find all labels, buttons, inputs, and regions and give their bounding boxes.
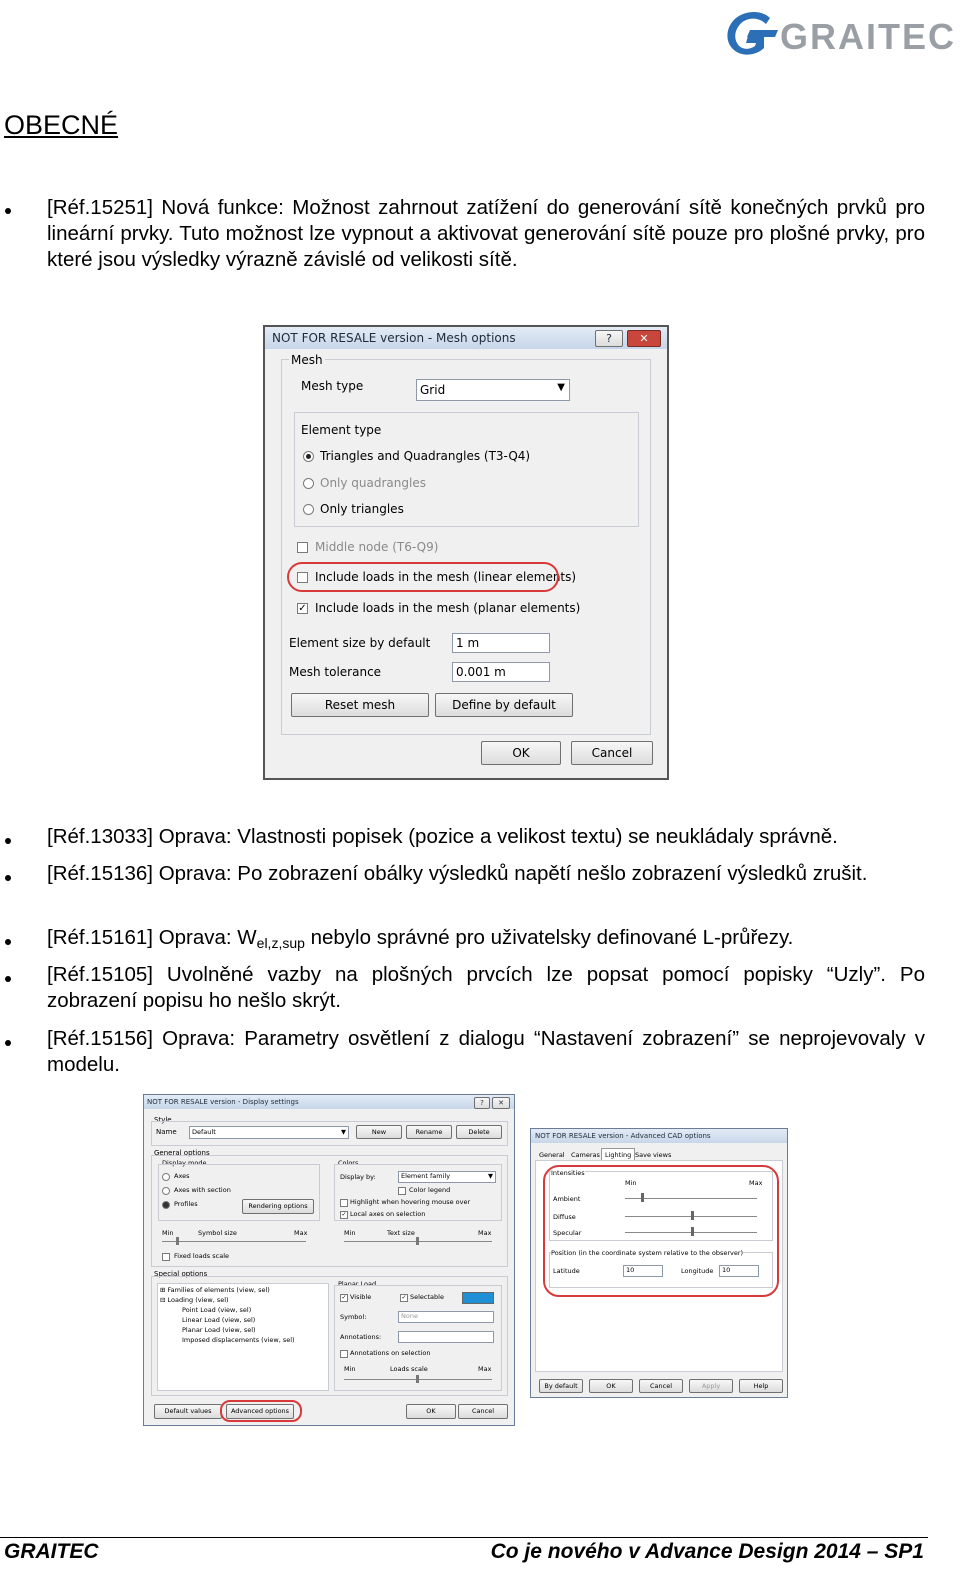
symbol-value: None (401, 1312, 418, 1320)
close-button[interactable]: ✕ (492, 1097, 510, 1109)
chevron-down-icon: ▼ (557, 382, 565, 393)
radio-profiles-label: Profiles (174, 1200, 198, 1208)
mesh-type-value: Grid (420, 383, 446, 397)
element-size-input[interactable] (452, 633, 550, 653)
radio-tri-label: Only triangles (320, 502, 404, 516)
diffuse-label: Diffuse (553, 1213, 576, 1221)
bullet (5, 939, 11, 945)
close-button[interactable]: ✕ (627, 330, 661, 347)
tree-item-label: Families of elements (view, sel) (167, 1286, 270, 1294)
tab-label: Lighting (605, 1151, 632, 1159)
local-axes-checkbox[interactable]: ✓ (341, 1211, 347, 1218)
middle-node-label: Middle node (T6-Q9) (315, 540, 439, 554)
help-button[interactable]: ? (595, 330, 623, 347)
style-name-value: Default (192, 1128, 216, 1136)
tolerance-value: 0.001 m (456, 665, 506, 679)
mesh-type-label: Mesh type (301, 379, 364, 393)
list-item (47, 925, 925, 951)
radio-tri-quad[interactable] (303, 451, 314, 462)
list-item: [Réf.15156] Oprava: Parametry osvětlení z dialogu “Nastavení zobrazení” se neprojevovaly v modelu. (47, 1027, 925, 1076)
footer-left: GRAITEC (4, 1540, 99, 1563)
include-planar-checkbox[interactable]: ✓ (298, 603, 307, 614)
tab-label: Cameras (571, 1151, 600, 1159)
list-item-text: [Réf.15161] Oprava: W (47, 926, 257, 949)
tab-label: General (539, 1151, 565, 1159)
mesh-type-select[interactable] (416, 379, 570, 401)
tab-label: Save views (635, 1151, 672, 1159)
highlight-checkbox[interactable] (340, 1199, 348, 1207)
bullet (5, 1040, 11, 1046)
radio-axes[interactable] (162, 1173, 170, 1181)
logo-text: GRAITEC (780, 16, 956, 57)
dialog-title: NOT FOR RESALE version - Advanced CAD options (535, 1132, 711, 1140)
element-type-label: Element type (301, 423, 382, 437)
color-legend-checkbox[interactable] (398, 1187, 406, 1195)
tab-general[interactable] (539, 1151, 565, 1159)
delete-button[interactable]: Delete (456, 1125, 502, 1139)
element-size-value: 1 m (456, 636, 480, 650)
radio-quad-label: Only quadrangles (320, 476, 426, 490)
ann-on-sel-label: Annotations on selection (350, 1349, 431, 1357)
symbol-size-label: Symbol size (198, 1229, 237, 1237)
radio-tri[interactable] (303, 504, 314, 515)
name-label: Name (156, 1128, 177, 1136)
list-item: [Réf.13033] Oprava: Vlastnosti popisek (pozice a velikost textu) se neukládaly správně. (47, 825, 838, 848)
color-legend-label: Color legend (409, 1186, 451, 1194)
tolerance-label: Mesh tolerance (289, 665, 382, 679)
radio-axes-section[interactable] (162, 1187, 170, 1195)
tree-view[interactable] (157, 1283, 329, 1391)
graitec-logo-icon (720, 8, 780, 60)
local-axes-label: Local axes on selection (350, 1210, 426, 1218)
footer-right: Co je nového v Advance Design 2014 – SP1 (490, 1540, 924, 1563)
bullet (5, 208, 11, 214)
intensities-label: Intensities (551, 1169, 585, 1177)
advanced-cad-dialog (530, 1128, 788, 1398)
style-label: Style (154, 1116, 172, 1124)
display-by-value: Element family (401, 1172, 451, 1180)
min-label: Min (625, 1179, 637, 1187)
radio-axes-label: Axes (174, 1172, 190, 1180)
radio-axes-section-label: Axes with section (174, 1186, 231, 1194)
list-item: [Réf.15105] Uvolněné vazby na plošných prvcích lze popsat pomocí popisky “Uzly”. Po zobrazení popisu ho nešlo skrýt. (47, 963, 925, 1012)
graitec-logo (716, 2, 958, 64)
page-heading: OBECNÉ (4, 110, 119, 140)
selectable-checkbox[interactable]: ✓ (401, 1294, 407, 1301)
annotations-label: Annotations: (340, 1333, 382, 1341)
advanced-options-button[interactable]: Advanced options (226, 1404, 294, 1419)
ok-button[interactable]: OK (406, 1404, 456, 1419)
dialog-titlebar (531, 1129, 787, 1143)
tree-item[interactable]: Point Load (view, sel) (182, 1306, 252, 1314)
max-label: Max (749, 1179, 763, 1187)
help-button[interactable]: ? (474, 1097, 490, 1109)
cancel-button[interactable]: Cancel (458, 1404, 508, 1419)
radio-quad[interactable] (303, 478, 314, 489)
define-default-button[interactable]: Define by default (435, 693, 573, 717)
display-mode-label: Display mode (162, 1159, 207, 1167)
colors-label: Colors (338, 1159, 359, 1167)
ok-button[interactable]: OK (481, 741, 561, 765)
display-by-label: Display by: (340, 1173, 376, 1181)
bullet (5, 976, 11, 982)
new-button[interactable]: New (356, 1125, 402, 1139)
min-label: Min (344, 1365, 356, 1373)
dialog-titlebar (144, 1095, 514, 1109)
fixed-loads-checkbox[interactable] (162, 1253, 170, 1261)
default-values-button[interactable]: Default values (154, 1404, 222, 1419)
latitude-label: Latitude (553, 1267, 580, 1275)
annotations-select[interactable] (398, 1331, 494, 1343)
help-button[interactable]: Help (739, 1379, 783, 1393)
slider-thumb[interactable] (416, 1237, 419, 1245)
ok-button[interactable]: OK (589, 1379, 633, 1393)
tree-item[interactable]: ⊟ Loading (view, sel) (160, 1296, 229, 1304)
highlight-oval (543, 1165, 779, 1297)
loads-scale-label: Loads scale (390, 1365, 428, 1373)
apply-button[interactable]: Apply (689, 1379, 733, 1393)
dialog-title: NOT FOR RESALE version - Display settings (147, 1098, 299, 1106)
highlight-oval (220, 1400, 302, 1422)
min-label: Min (162, 1229, 174, 1237)
bullet (5, 838, 11, 844)
tree-item[interactable]: Imposed displacements (view, sel) (182, 1336, 295, 1344)
slider-thumb[interactable] (176, 1237, 179, 1245)
longitude-label: Longitude (681, 1267, 714, 1275)
symbol-label: Symbol: (340, 1313, 367, 1321)
chevron-down-icon: ▼ (488, 1172, 493, 1180)
cancel-button[interactable]: Cancel (571, 741, 653, 765)
min-label: Min (344, 1229, 356, 1237)
selectable-label: Selectable (410, 1293, 444, 1301)
ann-on-sel-checkbox[interactable] (340, 1350, 348, 1358)
highlight-label: Highlight when hovering mouse over (350, 1198, 471, 1206)
dialog-title: NOT FOR RESALE version - Mesh options (272, 331, 516, 345)
element-size-label: Element size by default (289, 636, 431, 650)
mesh-options-dialog (263, 325, 669, 780)
visible-label: Visible (350, 1293, 372, 1301)
highlight-oval (287, 562, 559, 592)
symbol-select[interactable] (398, 1311, 494, 1323)
ambient-label: Ambient (553, 1195, 581, 1203)
footer-divider (0, 1537, 928, 1538)
display-by-select[interactable] (398, 1171, 496, 1183)
fixed-loads-label: Fixed loads scale (174, 1252, 230, 1260)
tree-item[interactable]: Planar Load (view, sel) (182, 1326, 256, 1334)
include-planar-label: Include loads in the mesh (planar elements) (315, 601, 581, 615)
list-item: [Réf.15136] Oprava: Po zobrazení obálky výsledků napětí nešlo zobrazení výsledků zrušit. (47, 862, 868, 885)
planar-load-label: Planar Load (338, 1280, 377, 1288)
style-name-select[interactable] (189, 1126, 349, 1139)
radio-tri-quad-label: Triangles and Quadrangles (T3-Q4) (320, 449, 531, 463)
by-default-button[interactable]: By default (539, 1379, 583, 1393)
mesh-group-label: Mesh (291, 353, 323, 367)
special-label: Special options (154, 1270, 208, 1278)
dialog-titlebar (265, 327, 667, 349)
position-label: Position (in the coordinate system relative to the observer) (551, 1249, 744, 1257)
general-label: General options (154, 1149, 210, 1157)
radio-profiles[interactable] (162, 1201, 170, 1209)
cancel-button[interactable]: Cancel (639, 1379, 683, 1393)
tree-item[interactable]: ⊞ Families of elements (view, sel) (160, 1286, 270, 1294)
slider-thumb[interactable] (416, 1375, 419, 1383)
text-size-label: Text size (387, 1229, 415, 1237)
max-label: Max (478, 1365, 492, 1373)
max-label: Max (478, 1229, 492, 1237)
tab-cameras[interactable] (571, 1151, 600, 1159)
list-item-text: nebylo správné pro uživatelsky definované L-průřezy. (304, 926, 794, 949)
display-settings-dialog (143, 1094, 515, 1426)
visible-checkbox[interactable]: ✓ (341, 1294, 347, 1301)
longitude-value: 10 (722, 1266, 731, 1274)
chevron-down-icon: ▼ (341, 1128, 346, 1136)
list-item: [Réf.15251] Nová funkce: Možnost zahrnout zatížení do generování sítě konečných prvků pro lineární prvky. Tuto možnost lze vypnout a aktivovat generování sítě pouze pro plošné prvky, pro které jsou výsledky výrazně závislé od velikosti sítě. (47, 196, 925, 271)
rendering-button[interactable]: Rendering options (242, 1199, 314, 1214)
bullet (5, 875, 11, 881)
specular-label: Specular (553, 1229, 582, 1237)
rename-button[interactable]: Rename (406, 1125, 452, 1139)
tree-item-label: Loading (view, sel) (167, 1296, 229, 1304)
include-linear-label: Include loads in the mesh (linear elements) (315, 570, 577, 584)
symbol-size-slider[interactable] (162, 1241, 306, 1242)
tab-save-views[interactable] (635, 1151, 671, 1159)
tree-item[interactable]: Linear Load (view, sel) (182, 1316, 256, 1324)
list-item-subscript: el,z,sup (256, 935, 305, 951)
color-swatch[interactable] (462, 1292, 494, 1304)
reset-mesh-button[interactable]: Reset mesh (291, 693, 429, 717)
latitude-value: 10 (626, 1266, 635, 1274)
tolerance-input[interactable] (452, 662, 550, 682)
middle-node-checkbox[interactable] (297, 542, 308, 553)
max-label: Max (294, 1229, 308, 1237)
